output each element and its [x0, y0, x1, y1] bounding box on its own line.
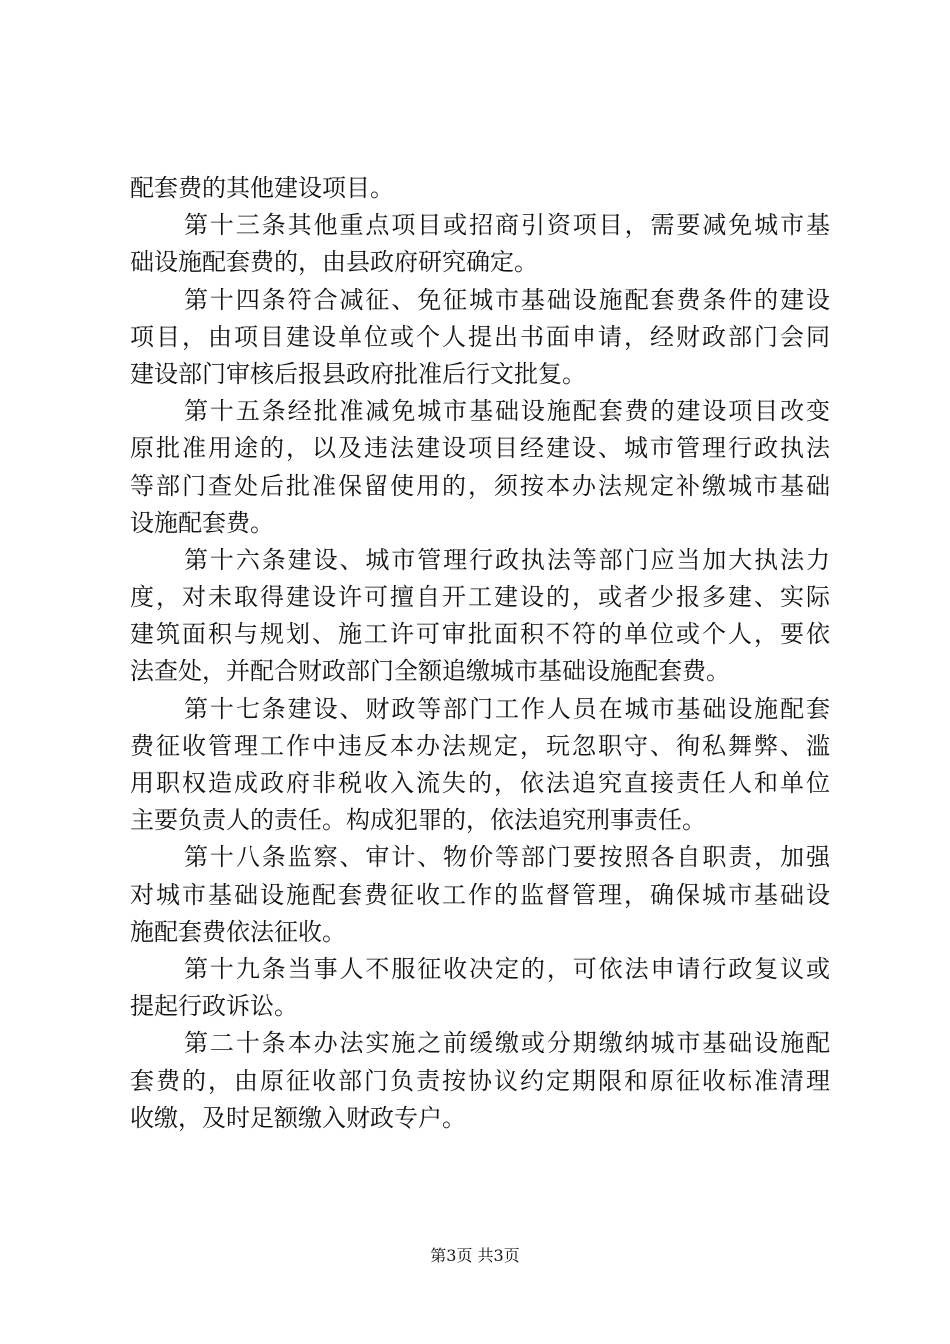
text-line: 用职权造成政府非税收入流失的，依法追究直接责任人和单位 [130, 769, 830, 797]
text-line: 第十七条建设、财政等部门工作人员在城市基础设施配套 [184, 694, 830, 723]
document-body [130, 170, 830, 1137]
text-line: 提起行政诉讼。 [130, 992, 298, 1021]
text-line: 费征收管理工作中违反本办法规定，玩忽职守、徇私舞弊、滥 [130, 731, 830, 760]
text-line: 础设施配套费的，由县政府研究确定。 [130, 248, 538, 277]
text-line: 套费的，由原征收部门负责按协议约定期限和原征收标准清理 [130, 1066, 830, 1095]
page-number-footer: 第3页 共3页 [430, 1246, 520, 1265]
text-line: 第十九条当事人不服征收决定的，可依法申请行政复议或 [184, 954, 830, 983]
text-line: 第二十条本办法实施之前缓缴或分期缴纳城市基础设施配 [184, 1029, 830, 1058]
text-line: 施配套费依法征收。 [130, 917, 346, 946]
text-line: 配套费的其他建设项目。 [130, 174, 394, 202]
text-line: 设施配套费。 [130, 508, 274, 537]
text-line: 收缴，及时足额缴入财政专户。 [130, 1103, 466, 1132]
text-line: 主要负责人的责任。构成犯罪的，依法追究刑事责任。 [130, 806, 706, 835]
text-line: 第十八条监察、审计、物价等部门要按照各自职责，加强 [184, 843, 830, 872]
text-line: 建设部门审核后报县政府批准后行文批复。 [130, 359, 586, 388]
text-line: 建筑面积与规划、施工许可审批面积不符的单位或个人，要依 [130, 620, 830, 649]
text-line: 原批准用途的，以及违法建设项目经建设、城市管理行政执法 [130, 434, 830, 463]
text-line: 对城市基础设施配套费征收工作的监督管理，确保城市基础设 [130, 880, 830, 909]
text-line: 第十五条经批准减免城市基础设施配套费的建设项目改变 [184, 397, 830, 426]
text-line: 等部门查处后批准保留使用的，须按本办法规定补缴城市基础 [130, 471, 830, 500]
text-line: 度，对未取得建设许可擅自开工建设的，或者少报多建、实际 [130, 583, 830, 612]
text-line: 第十四条符合减征、免征城市基础设施配套费条件的建设 [184, 285, 830, 314]
text-line: 项目，由项目建设单位或个人提出书面申请，经财政部门会同 [130, 322, 830, 351]
text-line: 第十三条其他重点项目或招商引资项目，需要减免城市基 [184, 211, 830, 240]
text-line: 第十六条建设、城市管理行政执法等部门应当加大执法力 [184, 545, 830, 574]
text-line: 法查处，并配合财政部门全额追缴城市基础设施配套费。 [130, 657, 730, 686]
